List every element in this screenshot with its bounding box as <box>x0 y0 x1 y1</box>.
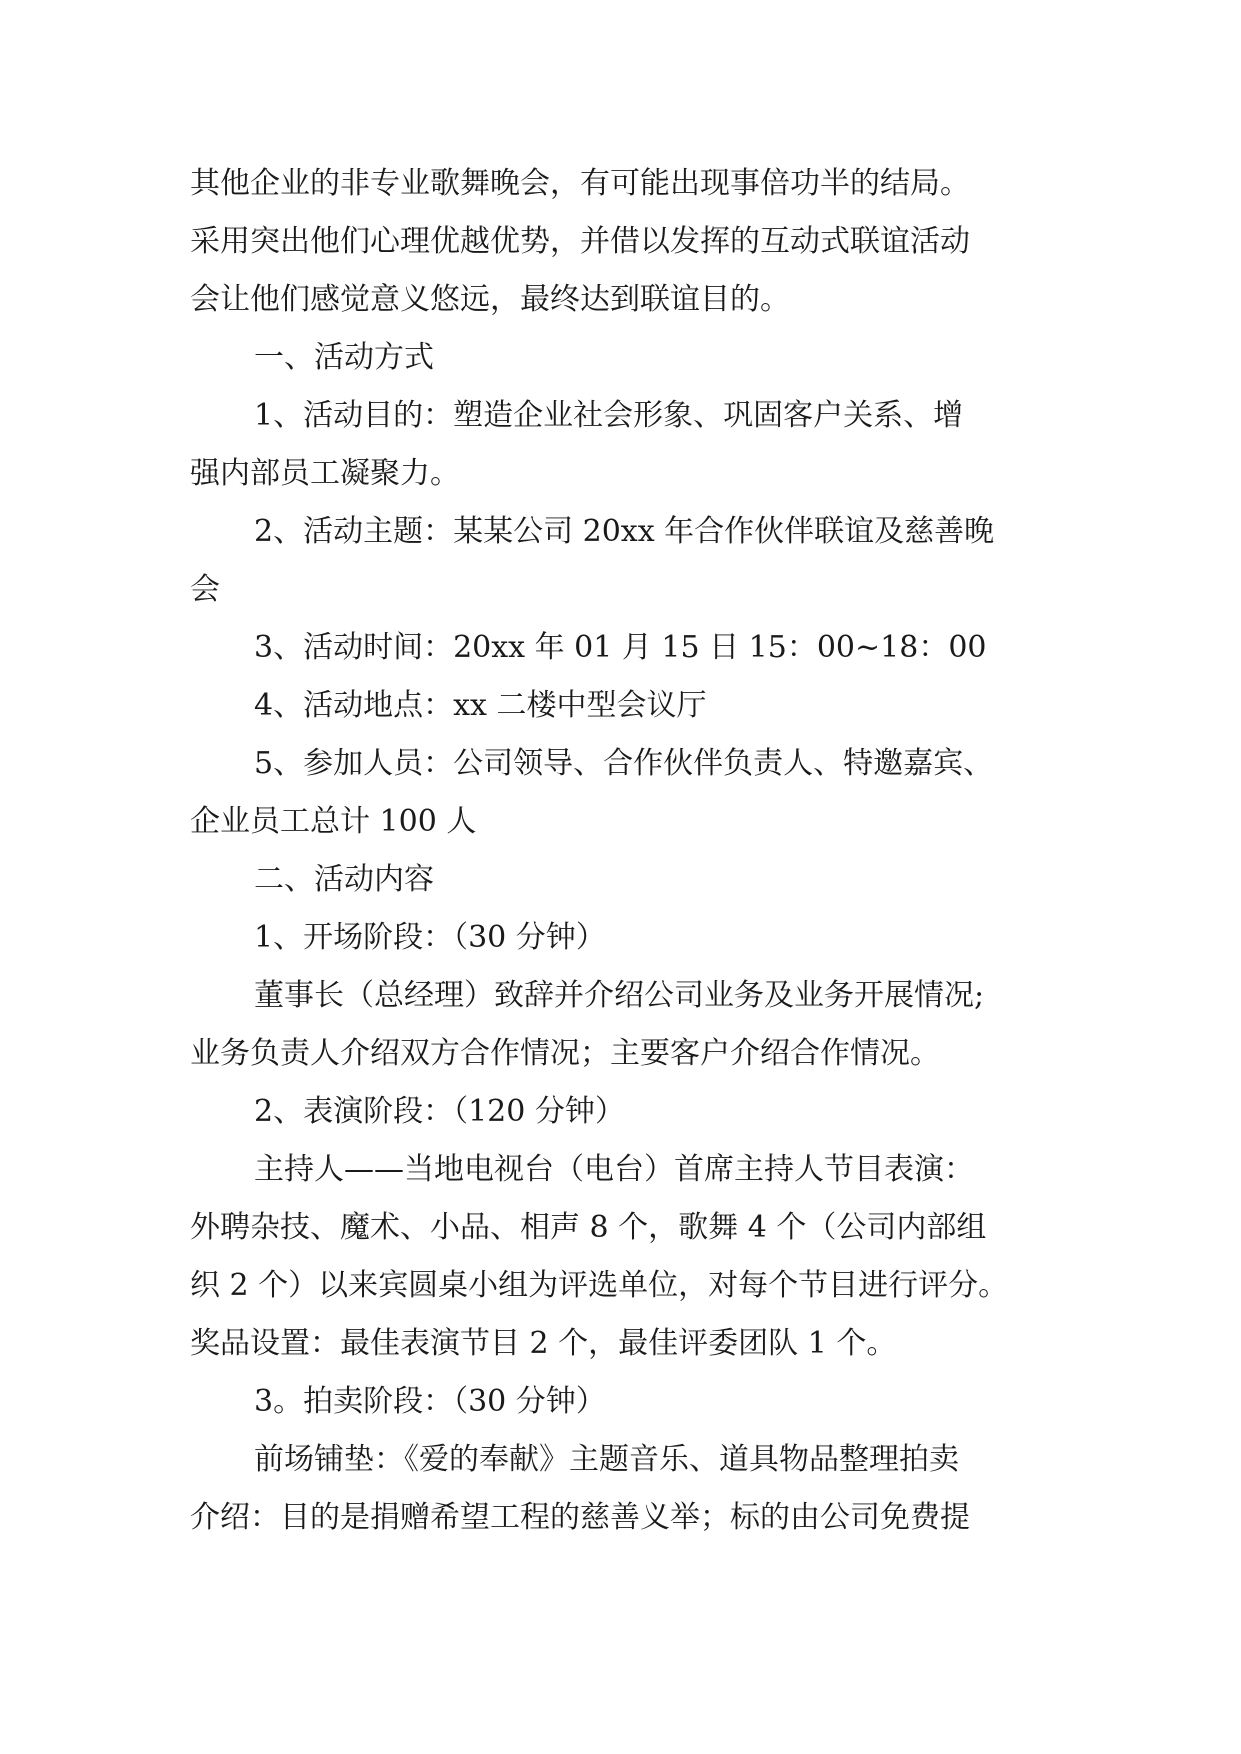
document-page <box>190 155 1070 1547</box>
text-line: 介绍：目的是捐赠希望工程的慈善义举；标的由公司免费提 <box>190 1500 970 1535</box>
text-line: 会 <box>190 572 220 607</box>
text-line: 业务负责人介绍双方合作情况；主要客户介绍合作情况。 <box>190 1036 940 1071</box>
text-line: 董事长（总经理）致辞并介绍公司业务及业务开展情况; <box>254 978 985 1013</box>
text-line: 1、活动目的：塑造企业社会形象、巩固客户关系、增 <box>254 398 964 433</box>
text-line: 主持人——当地电视台（电台）首席主持人节目表演： <box>254 1152 974 1187</box>
section-heading: 二、活动内容 <box>254 862 434 897</box>
text-line: 3、活动时间：20xx 年 01 月 15 日 15：00~18：00 <box>254 630 987 665</box>
text-line: 奖品设置：最佳表演节目 2 个，最佳评委团队 1 个。 <box>190 1326 897 1361</box>
section-heading: 一、活动方式 <box>254 340 434 375</box>
text-line: 1、开场阶段：（30 分钟） <box>254 920 606 955</box>
text-line: 4、活动地点：xx 二楼中型会议厅 <box>254 688 707 723</box>
text-line: 企业员工总计 100 人 <box>190 804 477 839</box>
text-line: 外聘杂技、魔术、小品、相声 8 个，歌舞 4 个（公司内部组 <box>190 1210 987 1245</box>
text-line: 前场铺垫：《爱的奉献》主题音乐、道具物品整理拍卖 <box>254 1442 959 1477</box>
text-line: 采用突出他们心理优越优势，并借以发挥的互动式联谊活动 <box>190 224 970 259</box>
text-line: 织 2 个）以来宾圆桌小组为评选单位，对每个节目进行评分。 <box>190 1268 1009 1303</box>
text-line: 2、活动主题：某某公司 20xx 年合作伙伴联谊及慈善晚 <box>254 514 995 549</box>
text-line: 3。拍卖阶段：（30 分钟） <box>254 1384 606 1419</box>
text-line: 会让他们感觉意义悠远，最终达到联谊目的。 <box>190 282 790 317</box>
text-line: 其他企业的非专业歌舞晚会，有可能出现事倍功半的结局。 <box>190 166 970 201</box>
text-line: 5、参加人员：公司领导、合作伙伴负责人、特邀嘉宾、 <box>254 746 994 781</box>
text-line: 强内部员工凝聚力。 <box>190 456 460 491</box>
text-line: 2、表演阶段：（120 分钟） <box>254 1094 625 1129</box>
